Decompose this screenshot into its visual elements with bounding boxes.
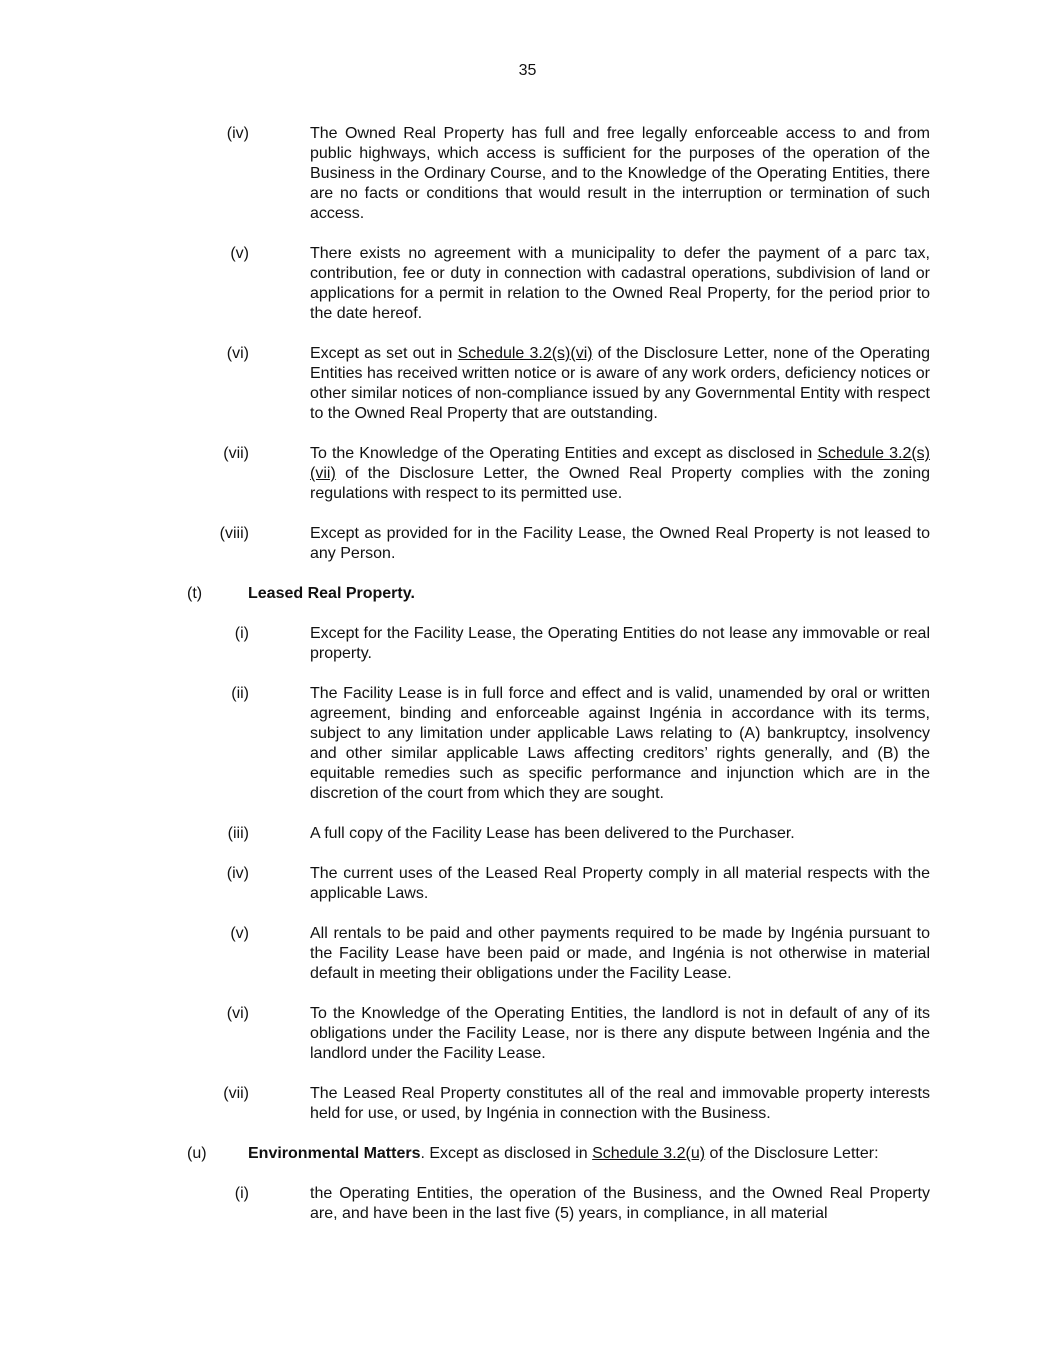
clause-s-v <box>0 244 1055 324</box>
clause-number: (i) <box>234 625 249 642</box>
clause-text: The current uses of the Leased Real Property comply in all material respects with the applicable Laws. <box>310 865 930 902</box>
clause-number: (iv) <box>226 125 249 142</box>
section-intro-pre: . Except as disclosed in <box>420 1145 593 1162</box>
section-label: (t) <box>187 585 203 602</box>
clause-text <box>310 444 930 504</box>
section-u <box>0 1144 1055 1164</box>
clause-s-viii <box>0 524 1055 564</box>
document-body <box>0 124 1055 1244</box>
clause-text: Except for the Facility Lease, the Operating Entities do not lease any immovable or real property. <box>310 625 930 662</box>
clause-t-iii <box>0 824 1055 844</box>
clause-number: (vi) <box>226 345 249 362</box>
section-t <box>0 584 1055 604</box>
section-intro-post: of the Disclosure Letter: <box>705 1145 879 1162</box>
clause-s-vi <box>0 344 1055 424</box>
clause-t-vii <box>0 1084 1055 1124</box>
clause-text <box>310 344 930 424</box>
clause-text: the Operating Entities, the operation of the Business, and the Owned Real Property are, and have been in the last five (5) years, in compliance, in all material <box>310 1185 930 1222</box>
clause-number: (iv) <box>226 865 249 882</box>
clause-text: To the Knowledge of the Operating Entities, the landlord is not in default of any of its obligations under the Facility Lease, nor is there any dispute between Ingénia and the landlord under the Facility Lease. <box>310 1005 930 1062</box>
clause-t-iv <box>0 864 1055 904</box>
schedule-reference-link: Schedule 3.2(s)(vii) <box>310 445 930 482</box>
schedule-reference-link: Schedule 3.2(s)(vi) <box>457 345 593 362</box>
page-number: 35 <box>518 62 537 79</box>
clause-number: (vi) <box>226 1005 249 1022</box>
clause-number: (ii) <box>231 685 249 702</box>
clause-text: The Facility Lease is in full force and effect and is valid, unamended by oral or written agreement, binding and enforceable against Ingénia in accordance with its terms, subject to any limitation under applicable Laws relating to (A) bankruptcy, insolvency and other similar applicable Laws affecting creditors’ rights generally, and (B) the equitable remedies such as specific performance and injunction which are in the discretion of the court from which they are sought. <box>310 685 930 802</box>
clause-number: (i) <box>234 1185 249 1202</box>
clause-text-pre: Except as set out in <box>310 345 458 362</box>
clause-text: The Leased Real Property constitutes all of the real and immovable property interests held for use, or used, by Ingénia in connection with the Business. <box>310 1085 930 1122</box>
clause-u-i <box>0 1184 1055 1224</box>
clause-text: All rentals to be paid and other payments required to be made by Ingénia pursuant to the Facility Lease have been paid or made, and Ingénia is not otherwise in material default in meeting their obligations under the Facility Lease. <box>310 925 930 982</box>
clause-number: (v) <box>230 925 249 942</box>
section-heading: Environmental Matters <box>248 1145 421 1162</box>
clause-t-i <box>0 624 1055 664</box>
clause-t-v <box>0 924 1055 984</box>
clause-number: (viii) <box>219 525 249 542</box>
clause-text: A full copy of the Facility Lease has been delivered to the Purchaser. <box>310 825 795 842</box>
clause-number: (vii) <box>223 445 249 462</box>
clause-text: The Owned Real Property has full and free legally enforceable access to and from public highways, which access is sufficient for the purposes of the operation of the Business in the Ordinary Course, and to the Knowledge of the Operating Entities, there are no facts or conditions that would result in the interruption or termination of such access. <box>310 125 930 222</box>
section-heading: Leased Real Property. <box>248 585 415 602</box>
clause-text: There exists no agreement with a municipality to defer the payment of a parc tax, contribution, fee or duty in connection with cadastral operations, subdivision of land or applications for a permit in relation to the Owned Real Property, for the period prior to the date hereof. <box>310 245 930 322</box>
clause-text: Except as provided for in the Facility Lease, the Owned Real Property is not leased to any Person. <box>310 525 930 562</box>
clause-number: (v) <box>230 245 249 262</box>
clause-t-vi <box>0 1004 1055 1064</box>
clause-s-vii <box>0 444 1055 504</box>
schedule-reference-link: Schedule 3.2(u) <box>592 1145 706 1162</box>
clause-text-post: of the Disclosure Letter, none of the Operating Entities has received written notice or is aware of any work orders, deficiency notices or other similar notices of non-compliance issued by any Governmental Entity with respect to the Owned Real Property that are outstanding. <box>310 345 930 422</box>
section-label: (u) <box>187 1145 207 1162</box>
clause-number: (iii) <box>227 825 249 842</box>
clause-t-ii <box>0 684 1055 804</box>
clause-text-pre: To the Knowledge of the Operating Entities and except as disclosed in <box>310 445 818 462</box>
clause-text-post: of the Disclosure Letter, the Owned Real Property complies with the zoning regulations with respect to its permitted use. <box>310 465 930 502</box>
clause-number: (vii) <box>223 1085 249 1102</box>
clause-s-iv <box>0 124 1055 224</box>
